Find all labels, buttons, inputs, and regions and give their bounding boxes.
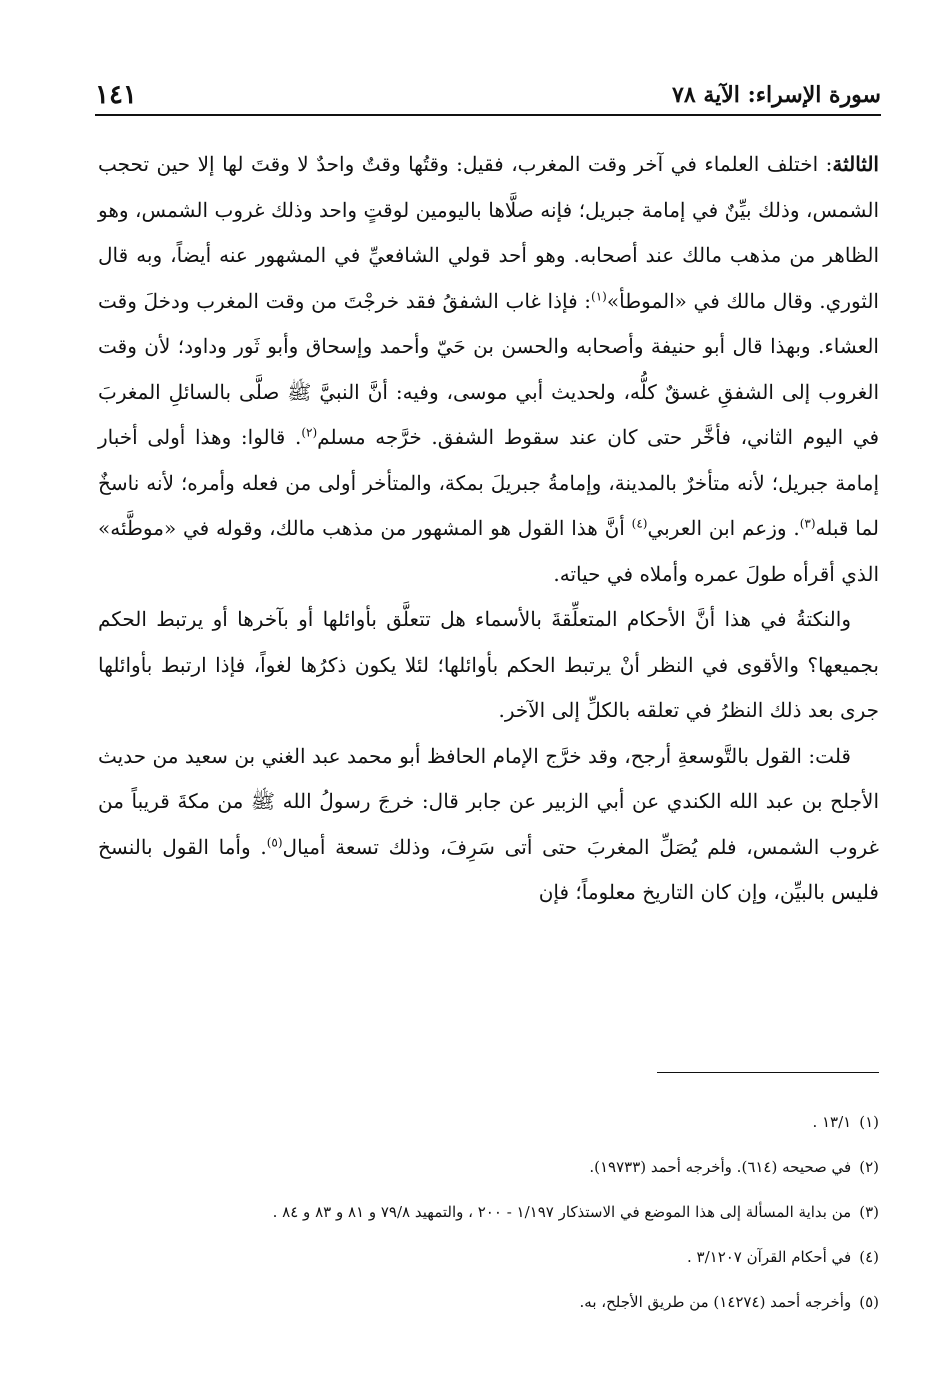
footnote-text: من بداية المسألة إلى هذا الموضع في الاستذكار ١/١٩٧ - ٢٠٠ ، والتمهيد ٧٩/٨ و ٨١ و ٨٣ و ٨٤ .: [272, 1203, 852, 1221]
section-lead: الثالثة: [832, 152, 879, 176]
footnote-number: (٤): [859, 1248, 879, 1266]
footnote-number: (٢): [859, 1158, 879, 1176]
paragraph-text: : فإذا غاب الشفقُ فقد خرجْتَ من وقت المغرب ودخلَ وقت العشاء. وبهذا قال أبو حنيفة وأصحابه والحسن بن حَيّ وأحمد وإسحاق وأبو ثَور وداود؛ لأن وقت الغروب إلى الشفقِ غسقٌ كلُّه، ولحديث أبي موسى، وفيه: أنَّ النبيَّ ﷺ صلَّى بالسائلِ المغربَ في اليوم الثاني، فأخَّر حتى كان عند سقوط الشفق. خرَّجه مسلم: [98, 288, 880, 449]
footnote-text: في أحكام القرآن ٣/١٢٠٧ .: [686, 1248, 852, 1266]
footnote-number: (٣): [859, 1203, 879, 1221]
footnote-mark-5[interactable]: (٥): [266, 834, 283, 849]
page-number: ١٤١: [95, 80, 137, 110]
footnote-mark-4[interactable]: (٤): [631, 516, 648, 531]
surah-title: سورة الإسراء: الآية ٧٨: [672, 82, 881, 108]
footnote-2: [98, 1145, 879, 1190]
footnote-text: ١٣/١ .: [812, 1113, 852, 1131]
footnote-text: وأخرجه أحمد (١٤٢٧٤) من طريق الأجلح، به.: [579, 1293, 852, 1311]
footnote-1: [98, 1100, 879, 1145]
footnote-number: (١): [859, 1113, 879, 1131]
footnote-4: [98, 1235, 879, 1280]
paragraph-text: . وأما القول بالنسخ فليس بالبيِّن، وإن كان التاريخ معلوماً؛ فإن: [98, 834, 879, 904]
footnote-number: (٥): [859, 1293, 879, 1311]
paragraph-2: [98, 597, 879, 734]
paragraph-text: والنكتةُ في هذا أنَّ الأحكام المتعلِّقةَ بالأسماء هل تتعلَّق بأوائلها أو بآخرها أو يرتبط الحكم بجميعها؟ والأقوى في النظر أنْ يرتبط الحكم بأوائلها؛ لئلا يكون ذكرُها لغواً، فإذا ارتبط بأوائلها جرى بعد ذلك النظرُ في تعلقه بالكلِّ إلى الآخر.: [98, 607, 879, 722]
footnote-mark-2[interactable]: (٢): [301, 425, 318, 440]
paragraph-text: : اختلف العلماء في آخر وقت المغرب، فقيل: وقتُها وقتٌ واحدٌ لا وقتَ لها إلا حين تحجب الشمس، وذلك بيِّنٌ في إمامة جبريل؛ فإنه صلَّاها باليومين لوقتٍ واحد وذلك غروب الشمس، وهو الظاهر من مذهب مالك عند أصحابه. وهو أحد قولي الشافعيِّ في المشهور عنه أيضاً، وبه قال الثوري. وقال مالك في «الموطأ»: [98, 152, 880, 313]
paragraph-1: [98, 142, 879, 597]
footnote-mark-1[interactable]: (١): [591, 288, 607, 303]
footnote-separator: [657, 1072, 879, 1073]
footnote-3: [98, 1190, 879, 1235]
paragraph-text: قلت: القول بالتَّوسعةِ أرجح، وقد خرَّج الإمام الحافظ أبو محمد عبد الغني بن سعيد من حديث الأجلح بن عبد الله الكندي عن أبي الزبير عن جابر قال: خرجَ رسولُ الله ﷺ من مكةَ قريباً من غروب الشمس، فلم يُصَلِّ المغربَ حتى أتى سَرِفَ، وذلك تسعة أميال: [98, 743, 880, 859]
footnote-5: [98, 1280, 879, 1325]
main-text: [98, 142, 879, 916]
footnotes: [98, 1100, 879, 1325]
footnote-text: في صحيحه (٦١٤). وأخرجه أحمد (١٩٧٣٣).: [589, 1158, 852, 1176]
footnote-mark-3[interactable]: (٣): [799, 516, 816, 531]
running-header: [95, 70, 881, 116]
paragraph-text: . قالوا: وهذا أولى أخبار إمامة جبريل؛ لأنه متأخرٌ بالمدينة، وإمامةُ جبريلَ بمكة، والمتأخر أولى من فعله وأمره؛ لأنه ناسخٌ لما قبله: [98, 425, 880, 540]
paragraph-3: [98, 734, 879, 916]
paragraph-text: . وزعم ابن العربي: [647, 516, 800, 540]
paragraph-text: أنَّ هذا القول هو المشهور من مذهب مالك، وقوله في «موطَّئه» الذي أقرأه طولَ عمره وأملاه في حياته.: [98, 516, 879, 586]
